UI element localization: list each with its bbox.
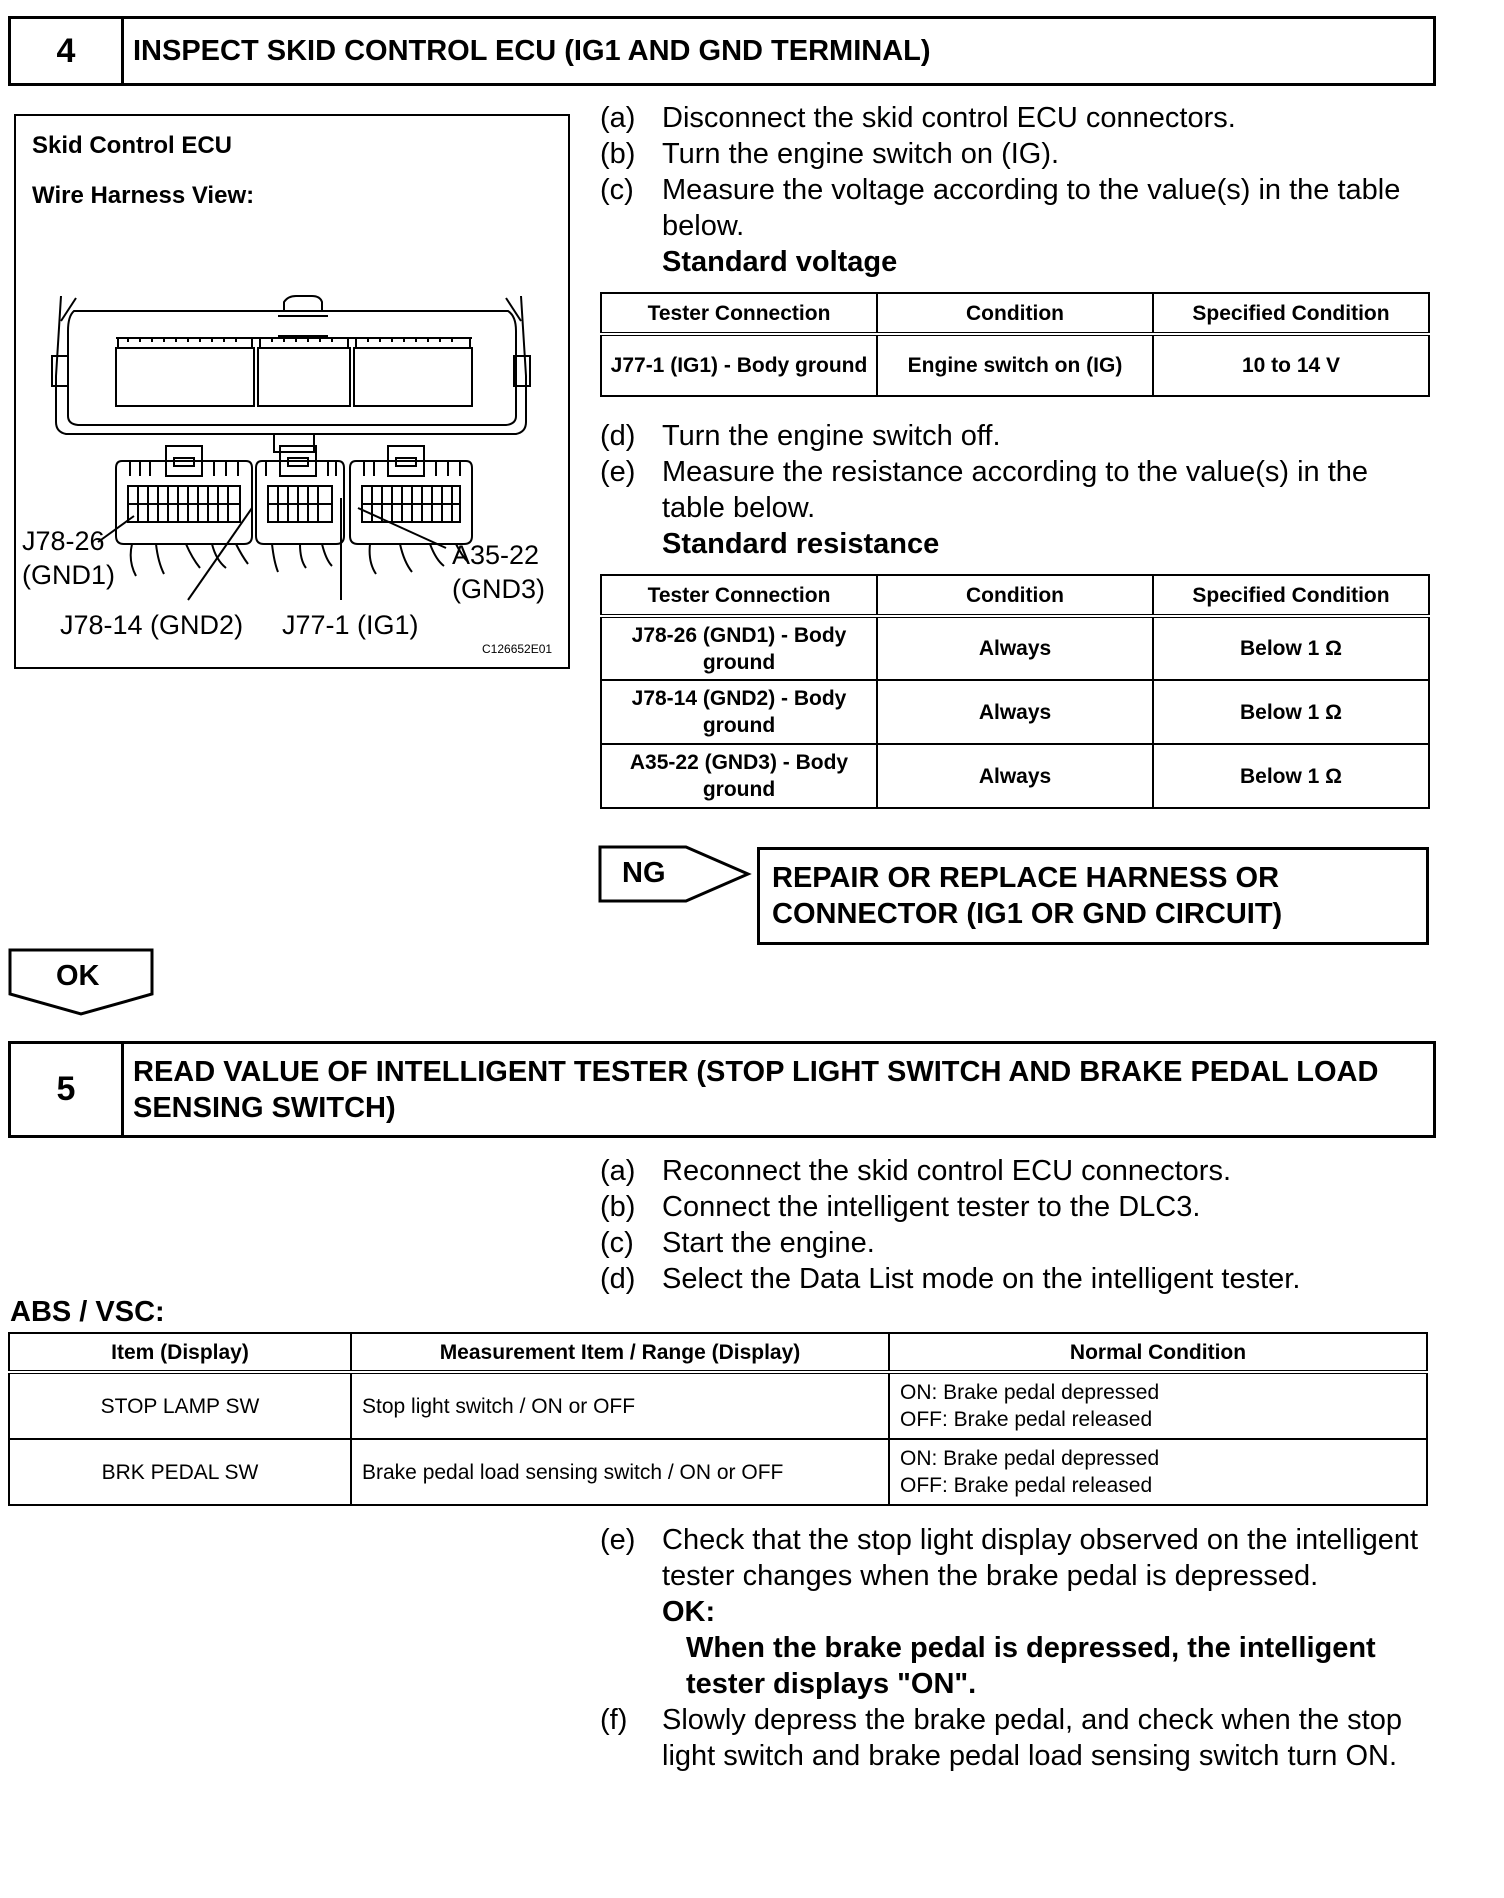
step5-title: READ VALUE OF INTELLIGENT TESTER (STOP LIGHT SWITCH AND BRAKE PEDAL LOAD SENSING SWITCH) (133, 1056, 1379, 1124)
list-item: (e) Measure the resistance according to the value(s) in the table below. (600, 456, 1369, 524)
list-item: (e) Check that the stop light display observed on the intelligent tester changes when the brake pedal is depressed. (600, 1524, 1419, 1592)
table-row: STOP LAMP SW Stop light switch / ON or OFF ON: Brake pedal depressed OFF: Brake pedal released (9, 1372, 1427, 1439)
step5-instructions-2 (600, 1522, 1420, 1774)
table-header-row: Tester Connection Condition Specified Condition (601, 293, 1429, 334)
label-j77-1: J77-1 (IG1) (282, 610, 419, 640)
voltage-table (600, 292, 1430, 397)
table-row: A35-22 (GND3) - Body ground Always Below 1 Ω (601, 744, 1429, 808)
step5-number: 5 (11, 1044, 124, 1135)
abs-vsc-heading: ABS / VSC: (10, 1296, 165, 1328)
step4-instructions-2 (600, 418, 1420, 562)
voltage-heading: Standard voltage (662, 246, 898, 278)
ok-criteria: When the brake pedal is depressed, the intelligent tester displays "ON". (686, 1632, 1376, 1700)
ecu-figure (14, 114, 570, 669)
label-gnd3: (GND3) (452, 574, 545, 604)
step4-instructions-1 (600, 100, 1420, 280)
step4-title: INSPECT SKID CONTROL ECU (IG1 AND GND TERMINAL) (133, 35, 931, 67)
list-item: (b) Connect the intelligent tester to the DLC3. (600, 1191, 1201, 1223)
table-row: J77-1 (IG1) - Body ground Engine switch on (IG) 10 to 14 V (601, 334, 1429, 396)
label-j78-26: J78-26 (22, 526, 105, 556)
list-item: (d) Select the Data List mode on the intelligent tester. (600, 1263, 1301, 1295)
label-gnd1: (GND1) (22, 560, 115, 590)
step4-header (8, 16, 1436, 86)
list-item: (a) Disconnect the skid control ECU connectors. (600, 102, 1236, 134)
label-a35-22: A35-22 (452, 540, 540, 570)
step5-header (8, 1041, 1436, 1138)
list-item: (b) Turn the engine switch on (IG). (600, 138, 1060, 170)
label-j78-14: J78-14 (GND2) (60, 610, 244, 640)
step4-number: 4 (11, 19, 124, 83)
table-header-row: Item (Display) Measurement Item / Range (Display) Normal Condition (9, 1333, 1427, 1372)
resistance-table (600, 574, 1430, 809)
list-item: (d) Turn the engine switch off. (600, 420, 1001, 452)
ok-heading: OK: (662, 1596, 716, 1628)
list-item: (c) Measure the voltage according to the value(s) in the table below. (600, 174, 1401, 242)
ng-label: NG (622, 857, 666, 889)
list-item: (a) Reconnect the skid control ECU connectors. (600, 1155, 1231, 1187)
table-header-row: Tester Connection Condition Specified Condition (601, 575, 1429, 616)
figure-code: C126652E01 (482, 642, 553, 656)
resistance-heading: Standard resistance (662, 528, 940, 560)
table-row: J78-14 (GND2) - Body ground Always Below 1 Ω (601, 680, 1429, 744)
figure-subtitle: Wire Harness View: (32, 182, 255, 209)
ng-action-box: REPAIR OR REPLACE HARNESS OR CONNECTOR (IG1 OR GND CIRCUIT) (757, 847, 1429, 945)
data-list-table (8, 1332, 1428, 1506)
list-item: (c) Start the engine. (600, 1227, 875, 1259)
ok-label: OK (56, 960, 100, 992)
step5-instructions-1 (600, 1153, 1420, 1297)
list-item: (f) Slowly depress the brake pedal, and check when the stop light switch and brake pedal load sensing switch turn ON. (600, 1704, 1402, 1772)
figure-title: Skid Control ECU (32, 132, 233, 159)
table-row: J78-26 (GND1) - Body ground Always Below 1 Ω (601, 616, 1429, 680)
table-row: BRK PEDAL SW Brake pedal load sensing switch / ON or OFF ON: Brake pedal depressed OFF: Brake pedal released (9, 1439, 1427, 1505)
